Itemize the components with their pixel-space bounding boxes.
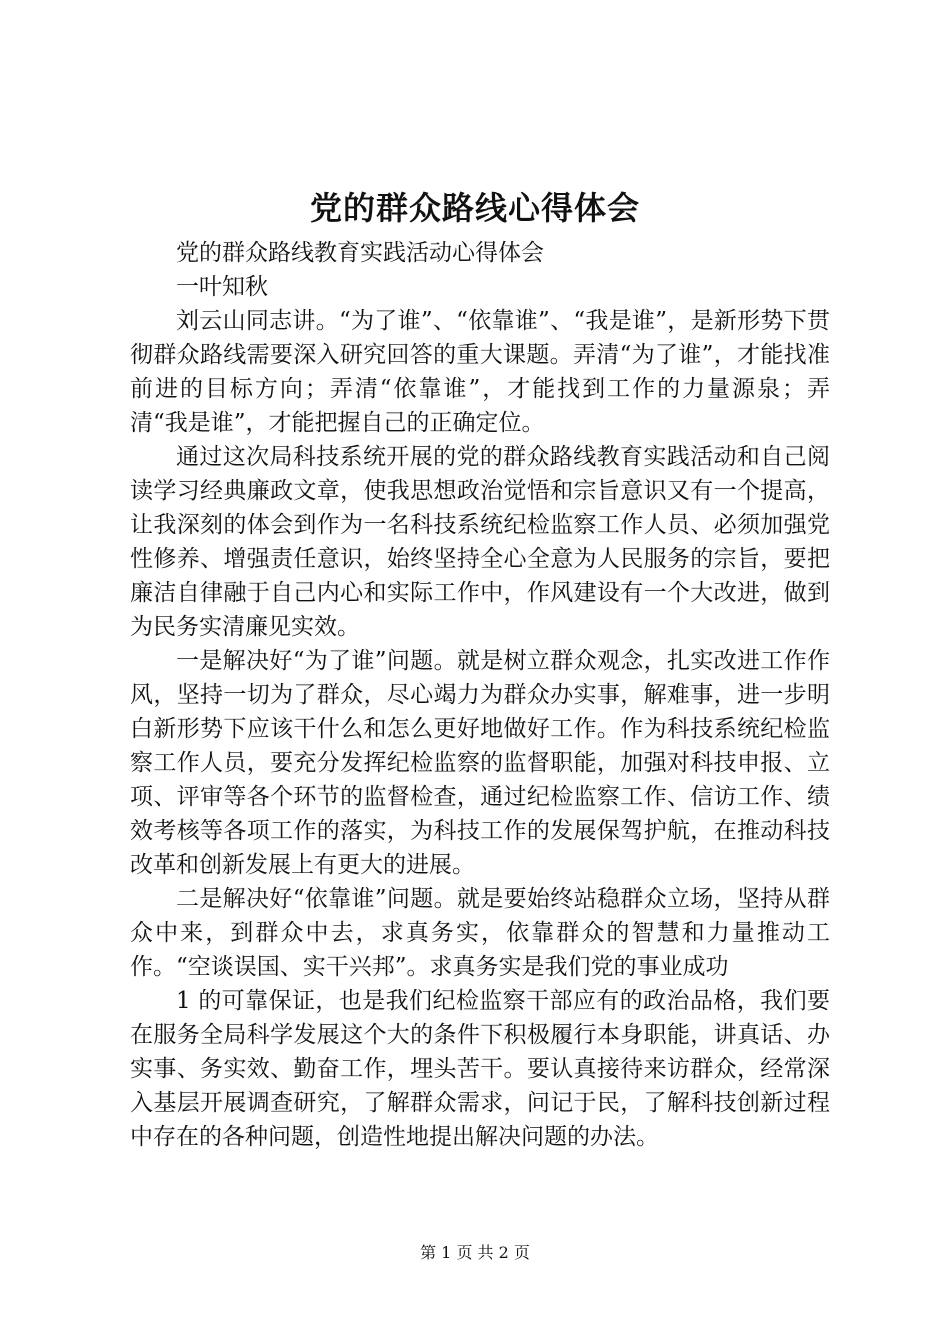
body-paragraph: 通过这次局科技系统开展的党的群众路线教育实践活动和自己阅读学习经典廉政文章，使我思想政治觉悟和宗旨意识又有一个提高，让我深刻的体会到作为一名科技系统纪检监察工作人员、必须加强党性修养、增强责任意识，始终坚持全心全意为人民服务的宗旨，要把廉洁自律融于自己内心和实际工作中，作风建设有一个大改进，做到为民务实清廉见实效。	[130, 444, 830, 640]
page-footer: 第 1 页 共 2 页	[420, 1243, 530, 1262]
author-paragraph: 一叶知秋	[176, 274, 268, 300]
body-paragraph: 一是解决好“为了谁”问题。就是树立群众观念，扎实改进工作作风，坚持一切为了群众，尽心竭力为群众办实事，解难事，进一步明白新形势下应该干什么和怎么更好地做好工作。作为科技系统纪检监察工作人员，要充分发挥纪检监察的监督职能，加强对科技申报、立项、评审等各个环节的监督检查，通过纪检监察工作、信访工作、绩效考核等各项工作的落实，为科技工作的发展保驾护航，在推动科技改革和创新发展上有更大的进展。	[130, 648, 830, 878]
body-paragraph: 二是解决好“依靠谁”问题。就是要始终站稳群众立场，坚持从群众中来，到群众中去，求真务实，依靠群众的智慧和力量推动工作。“空谈误国、实干兴邦”。求真务实是我们党的事业成功	[130, 886, 830, 980]
body-paragraph: 刘云山同志讲。“为了谁”、“依靠谁”、“我是谁”，是新形势下贯彻群众路线需要深入研究回答的重大课题。弄清“为了谁”，才能找准前进的目标方向；弄清“依靠谁”，才能找到工作的力量源泉；弄清“我是谁”，才能把握自己的正确定位。	[130, 308, 830, 436]
body-paragraph: 1 的可靠保证，也是我们纪检监察干部应有的政治品格，我们要在服务全局科学发展这个大的条件下积极履行本身职能，讲真话、办实事、务实效、勤奋工作，埋头苦干。要认真接待来访群众，经常深入基层开展调查研究，了解群众需求，问记于民，了解科技创新过程中存在的各种问题，创造性地提出解决问题的办法。	[130, 988, 830, 1150]
document-body	[130, 236, 830, 1154]
subtitle-paragraph: 党的群众路线教育实践活动心得体会	[176, 240, 544, 266]
document-title: 党的群众路线心得体会	[309, 189, 640, 227]
